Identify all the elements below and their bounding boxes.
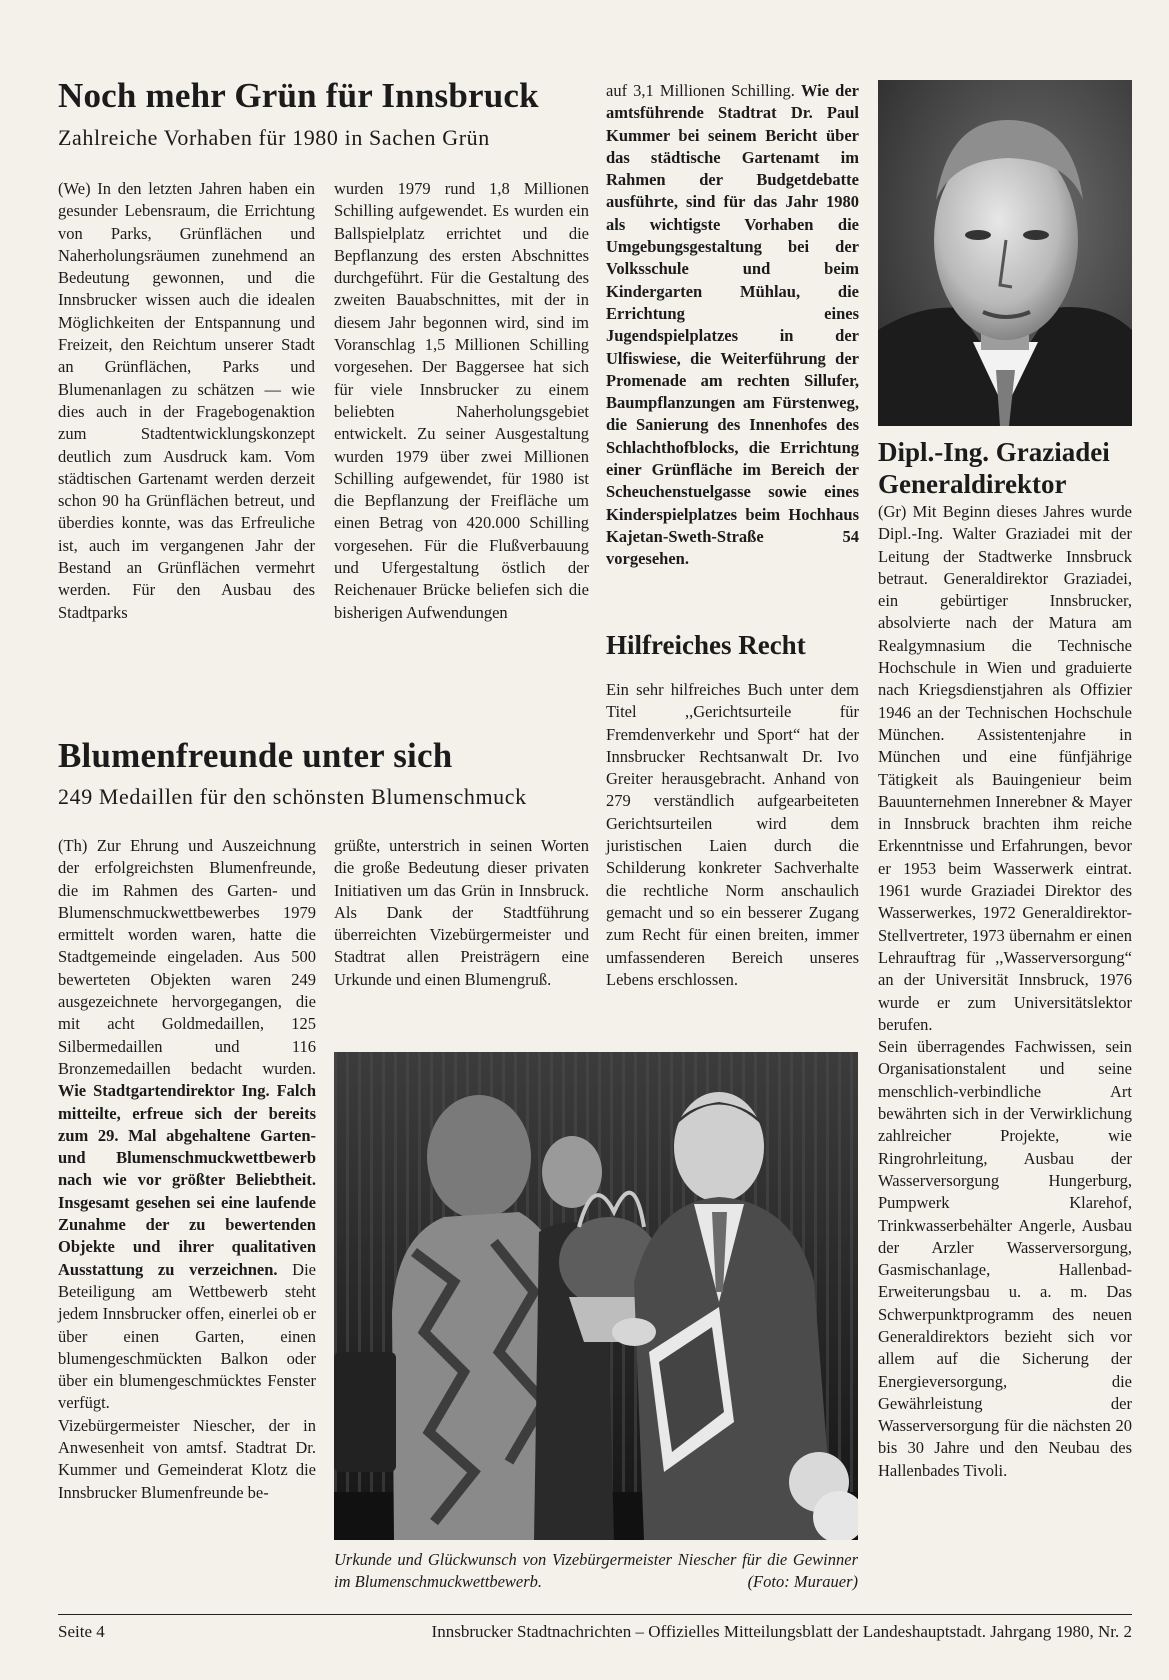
article-column [334,178,589,624]
title-line: Generaldirektor [878,469,1067,499]
article-text-bold: Wie der amtsführende Stadtrat Dr. Paul Kummer bei seinem Bericht über das städtische Gartenamt im Rahmen der Budgetdebatte ausführte, sind für das Jahr 1980 als wichtigste Vorhaben die Umgebungsgestaltung bei der Volksschule und beim Kindergarten Mühlau, die Errichtung eines Jugendspielplatzes in der Ulfiswiese, die Weiterführung der Promenade am rechten Sillufer, Baumpflanzungen am Fürstenweg, die Sanierung des Innenhofes des Schlachthofblocks, die Errichtung einer Grünfläche im Bereich der Scheuchenstuelgasse sowie eines Kinderspielplatzes beim Hochhaus Kajetan-Sweth-Straße 54 vorgesehen. [606,81,859,569]
caption-text: Urkunde und Glückwunsch von Vizebürgermeister Niescher für die Gewinner im Blumenschmuckwettbewerb. [334,1550,858,1591]
article-paragraph [606,80,859,571]
article-paragraph [58,835,316,1415]
article-paragraph: Sein überragendes Fachwissen, sein Organisationstalent und seine menschlich-verbindliche Art bewährten sich in der Verwirklichung zahlreicher Projekte, wie Ringrohrleitung, Ausbau der Wasserversorgung Hungerburg, Pumpwerk Klarehof, Trinkwasserbehälter Angerle, Ausbau der Arzler Wasserversorgung, Gasmischanlage, Hallenbad-Erweiterungsbau u. a. m. Das Schwerpunktprogramm des neuen Generaldirektors bezieht sich vor allem auf die Sicherung der Energieversorgung, die Gewährleistung der Wasserversorgung für die nächsten 20 bis 30 Jahre und den Neubau des Hallenbades Tivoli. [878,1037,1132,1480]
article-column [58,178,315,624]
article-text-bold: Wie Stadtgartendirektor Ing. Falch mitteilte, erfreue sich der bereits zum 29. Mal abgehaltene Garten- und Blumenschmuckwettbewerb nach wie vor größter Beliebtheit. Insgesamt gesehen sei eine laufende Zunahme der zu bewertenden Objekte und ihrer qualitativen Ausstattung zu verzeichnen. [58,1081,316,1279]
portrait-image [878,80,1132,426]
article-column [878,501,1132,1482]
photo-caption [334,1549,858,1593]
article-paragraph: wurden 1979 rund 1,8 Millionen Schilling aufgewendet. Es wurden ein Ballspielplatz errichtet und die Bepflanzung des ersten Abschnittes durchgeführt. Für die Gestaltung des zweiten Bauabschnittes, mit der in diesem Jahr begonnen wird, sind im Voranschlag 1,5 Millionen Schilling vorgesehen. Der Baggersee hat sich für viele Innsbrucker zu einem beliebten Naherholungsgebiet entwickelt. Zu seiner Ausgestaltung wurden 1979 über zwei Millionen Schilling aufgewendet, für 1980 ist die Bepflanzung der Freifläche um einen Betrag von 420.000 Schilling vorgesehen. Für die Flußverbauung und Ufergestaltung östlich der Reichenauer Brücke beliefen sich die bisherigen Aufwendungen [334,179,589,622]
article-title: Hilfreiches Recht [606,630,806,660]
article-paragraph: Ein sehr hilfreiches Buch unter dem Titel ,,Gerichtsurteile für Fremdenverkehr und Sport“ hat der Innsbrucker Rechtsanwalt Dr. Ivo Greiter herausgebracht. Anhand von 279 verständlich aufgearbeiteten Gerichtsurteilen wird dem juristischen Laien durch die Schilderung konkreter Sachverhalte die rechtliche Norm anschaulich gemacht und so ein besserer Zugang zum Recht für einen breiten, immer umfassenderen Bereich unseres Lebens erschlossen. [606,680,859,989]
article-column [334,835,589,991]
article-column [606,80,859,571]
title-line: Dipl.-Ing. Graziadei [878,437,1110,467]
photo-credit: (Foto: Murauer) [747,1572,858,1591]
event-photo-image [334,1052,858,1540]
event-photo [334,1052,858,1540]
article-title [878,436,1110,500]
footer-divider [58,1614,1132,1615]
article-column [58,835,316,1504]
article-text: Die Beteiligung am Wettbewerb steht jedem Innsbrucker offen, einerlei ob er über einen Garten, einen blumengeschmückten Balkon oder über ein blumengeschmücktes Fenster verfügt. [58,1259,316,1413]
article-text: auf 3,1 Millionen Schilling. [606,81,795,100]
article-subtitle: 249 Medaillen für den schönsten Blumenschmuck [58,784,527,809]
article-text: (Th) Zur Ehrung und Auszeichnung der erfolgreichsten Blumenfreunde, die im Rahmen des Garten- und Blumenschmuckwettbewerbes 1979 ermittelt worden waren, hatte die Stadtgemeinde eingeladen. Aus 500 bewerteten Objekten waren 249 ausgezeichnete hervorgegangen, die mit acht Goldmedaillen, 125 Silbermedaillen und 116 Bronzemedaillen bedacht wurden. [58,836,316,1078]
page-number: Seite 4 [58,1622,105,1641]
article-title: Noch mehr Grün für Innsbruck [58,76,539,115]
portrait-photo [878,80,1132,426]
article-paragraph: Vizebürgermeister Niescher, der in Anwesenheit von amtsf. Stadtrat Dr. Kummer und Gemeinderat Klotz die Innsbrucker Blumenfreunde be- [58,1415,316,1502]
article-title: Blumenfreunde unter sich [58,736,453,775]
article-column [606,679,859,991]
article-paragraph: grüßte, unterstrich in seinen Worten die große Bedeutung dieser privaten Initiativen um das Grün in Innsbruck. Als Dank der Stadtführung überreichten Vizebürgermeister und Stadtrat allen Preisträgern eine Urkunde und einen Blumengruß. [334,836,589,989]
publication-line: Innsbrucker Stadtnachrichten – Offizielles Mitteilungsblatt der Landeshauptstadt. Jahrgang 1980, Nr. 2 [431,1622,1132,1641]
article-paragraph: (Gr) Mit Beginn dieses Jahres wurde Dipl.-Ing. Walter Graziadei mit der Leitung der Stadtwerke Innsbruck betraut. Generaldirektor Graziadei, ein gebürtiger Innsbrucker, absolvierte nach der Matura am Realgymnasium die Technische Hochschule in Wien und graduierte nach Kriegsdienstjahren als Offizier 1946 an der Technischen Hochschule München. Assistentenjahre in München und eine fünfjährige Tätigkeit als Bauingenieur beim Bauunternehmen Innerebner & Mayer in Innsbruck brachten ihm reiche Erkenntnisse und Erfahrungen, bevor er 1953 beim Wasserwerk eintrat. 1961 wurde Graziadei Direktor des Wasserwerkes, 1972 Generaldirektor-Stellvertreter, 1973 übernahm er einen Lehrauftrag für ,,Wasserversorgung“ an der Universität Innsbruck, 1976 wurde er zum Universitätslektor berufen. [878,502,1132,1034]
article-subtitle: Zahlreiche Vorhaben für 1980 in Sachen Grün [58,125,490,150]
article-paragraph: (We) In den letzten Jahren haben ein gesunder Lebensraum, die Errichtung von Parks, Grünflächen und Naherholungsräumen zunehmend an Bedeutung gewonnen, und die Innsbrucker wissen auch die idealen Möglichkeiten der Entspannung und Freizeit, den Reichtum unserer Stadt an Grünflächen, Parks und Blumenanlagen zu schätzen — wie dies auch in der Fragebogenaktion zum Stadtentwicklungskonzept deutlich zum Ausdruck kam. Vom städtischen Gartenamt werden derzeit schon 90 ha Grünflächen betreut, und überdies konnte, was das Erfreuliche ist, auch im vergangenen Jahr der Bestand an Grünflächen vermehrt werden. Für den Ausbau des Stadtparks [58,179,315,622]
